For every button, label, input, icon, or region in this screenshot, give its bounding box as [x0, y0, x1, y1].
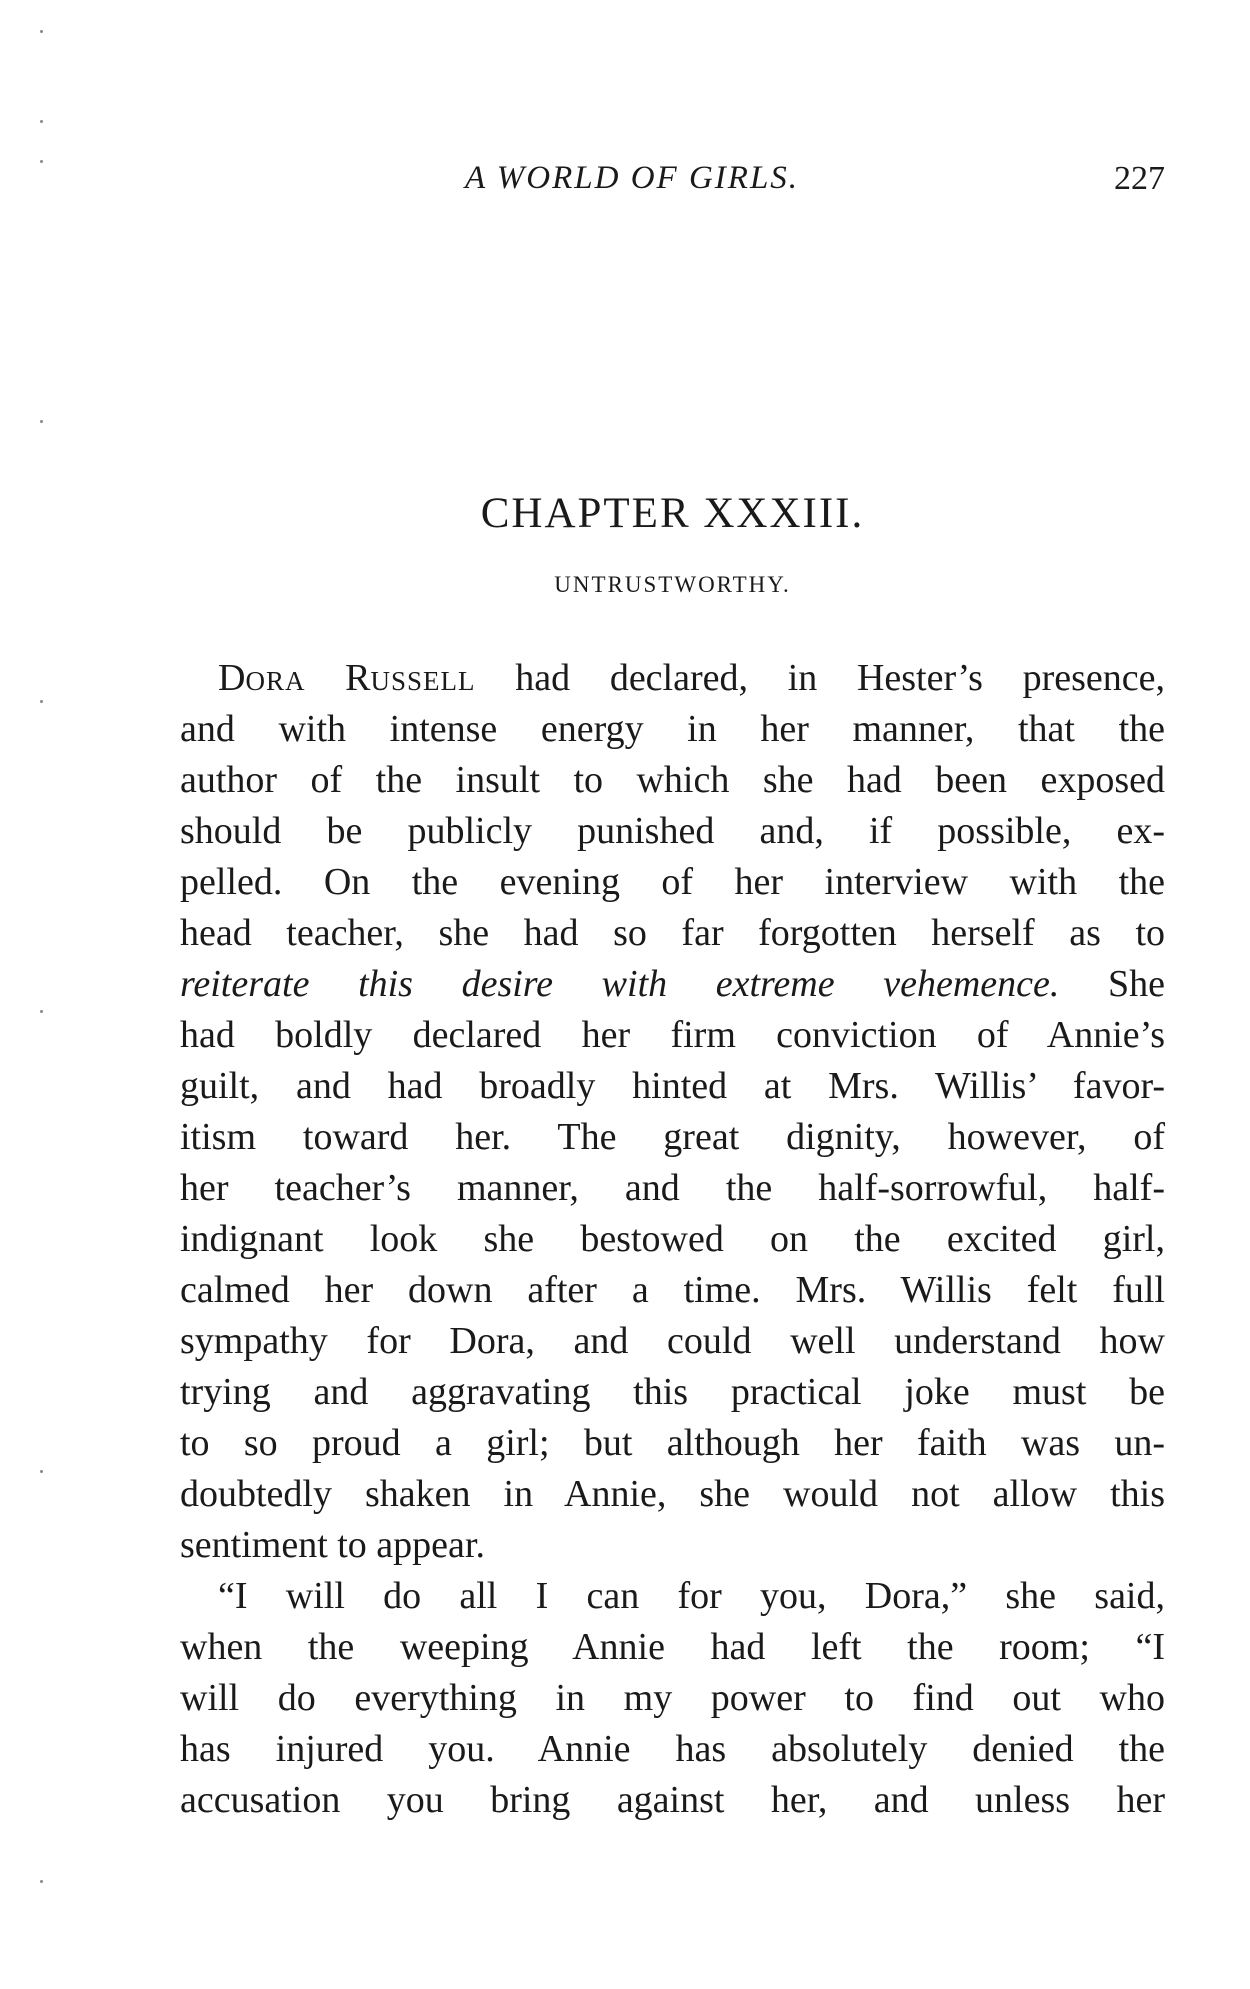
paragraph-2 — [180, 1571, 1165, 1826]
paragraph-1 — [180, 653, 1165, 1571]
scan-margin-marks — [30, 0, 50, 1989]
text-line: itism toward her. The great dignity, however, of — [180, 1116, 1165, 1158]
running-header — [180, 160, 1165, 210]
text-line: when the weeping Annie had left the room; “I — [180, 1626, 1165, 1668]
russell-initial: R — [345, 657, 371, 699]
text-line: pelled. On the evening of her interview with the — [180, 861, 1165, 903]
text-line: indignant look she bestowed on the excited girl, — [180, 1218, 1165, 1260]
text-line: calmed her down after a time. Mrs. Willis felt full — [180, 1269, 1165, 1311]
body-text — [180, 653, 1165, 1826]
text-line: should be publicly punished and, if possible, ex- — [180, 810, 1165, 852]
text-line — [180, 653, 1165, 704]
text-line: doubtedly shaken in Annie, she would not allow this — [180, 1473, 1165, 1515]
text-line: had boldly declared her firm conviction of Annie’s — [180, 1014, 1165, 1056]
chapter-subtitle: UNTRUSTWORTHY. — [554, 572, 791, 597]
text-line: accusation you bring against her, and unless her — [180, 1779, 1165, 1821]
text-line — [180, 959, 1165, 1010]
text-line: her teacher’s manner, and the half-sorrowful, half- — [180, 1167, 1165, 1209]
text-line: sympathy for Dora, and could well understand how — [180, 1320, 1165, 1362]
chapter-title: CHAPTER XXXIII. — [480, 490, 865, 537]
text-line: guilt, and had broadly hinted at Mrs. Willis’ favor- — [180, 1065, 1165, 1107]
italic-phrase: reiterate this desire with extreme vehemence. — [180, 963, 1060, 1005]
text-line: to so proud a girl; but although her faith was un- — [180, 1422, 1165, 1464]
text-line: and with intense energy in her manner, that the — [180, 708, 1165, 750]
line-1-rest: had declared, in Hester’s presence, — [515, 657, 1165, 699]
text-line: “I will do all I can for you, Dora,” she said, — [218, 1575, 1165, 1617]
chapter-heading — [180, 492, 1165, 596]
text-line: head teacher, she had so far forgotten herself as to — [180, 912, 1165, 954]
text-line: trying and aggravating this practical joke must be — [180, 1371, 1165, 1413]
after-italic: She — [1108, 963, 1165, 1005]
text-line: sentiment to appear. — [180, 1524, 485, 1566]
dora-rest: ORA — [245, 666, 306, 696]
dora-initial: D — [218, 657, 246, 699]
running-title: A WORLD OF GIRLS. — [465, 160, 800, 196]
text-line: author of the insult to which she had been exposed — [180, 759, 1165, 801]
text-line: has injured you. Annie has absolutely denied the — [180, 1728, 1165, 1770]
text-line: will do everything in my power to find out who — [180, 1677, 1165, 1719]
page-number: 227 — [1114, 160, 1165, 197]
russell-rest: USSELL — [370, 666, 476, 696]
